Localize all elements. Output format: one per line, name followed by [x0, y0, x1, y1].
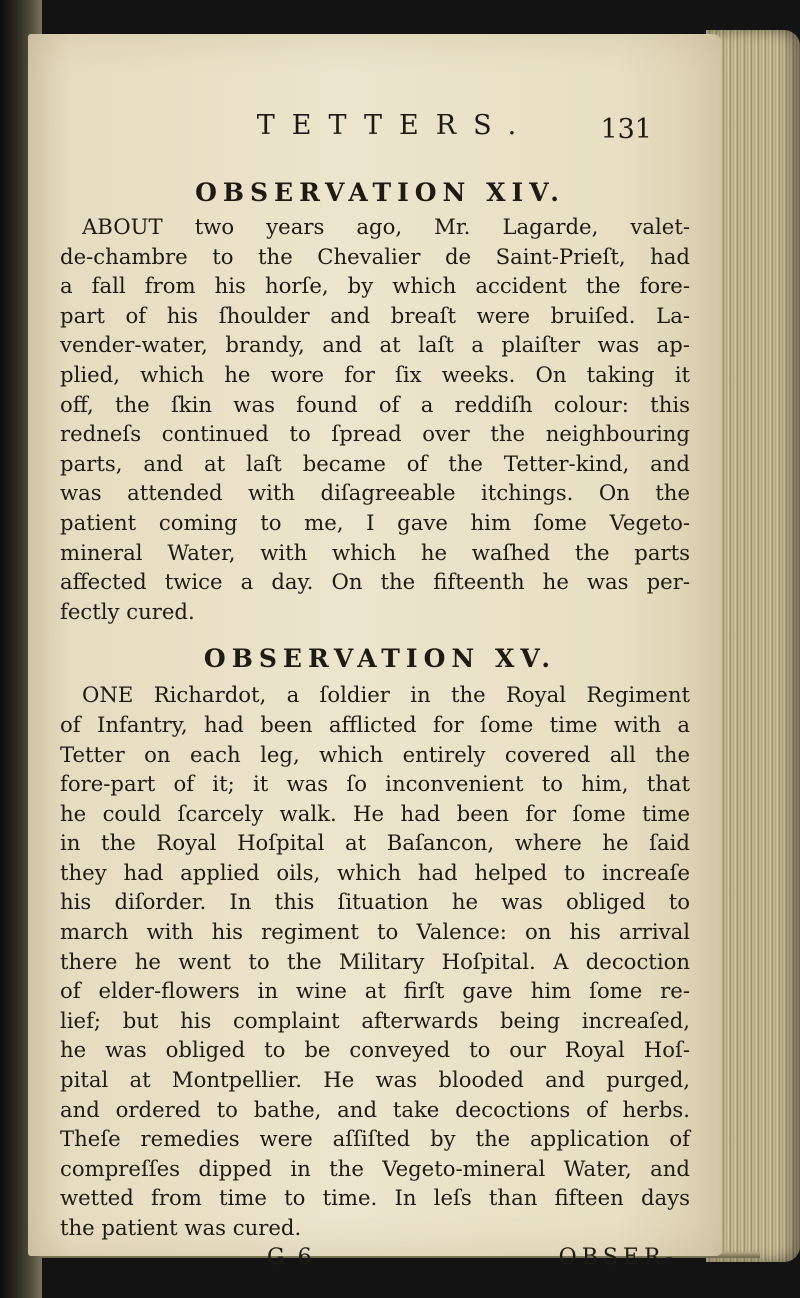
text-line: lief; but his complaint afterwards being increaſed, [60, 1007, 690, 1033]
text-line: part of his ſhoulder and breaſt were bruiſed. La- [60, 302, 690, 328]
text-line: wetted from time to time. In leſs than fifteen days [60, 1185, 690, 1211]
text-line: Tetter on each leg, which entirely covered all the [60, 741, 690, 767]
text-line: plied, which he wore for ſix weeks. On taking it [60, 361, 690, 387]
text-line: of Infantry, had been afflicted for ſome time with a [60, 711, 690, 737]
text-line: mineral Water, with which he waſhed the parts [60, 539, 690, 565]
text-line: ABOUT two years ago, Mr. Lagarde, valet- [82, 214, 690, 239]
text-line: off, the ſkin was found of a reddiſh colour: this [60, 391, 690, 417]
text-line: and ordered to bathe, and take decoctions of herbs. [60, 1096, 690, 1122]
text-line: patient coming to me, I gave him ſome Vegeto- [60, 509, 690, 535]
running-head-title: TETTERS. [256, 110, 534, 141]
text-line: Theſe remedies were aſſiſted by the application of [60, 1126, 690, 1152]
text-line: affected twice a day. On the fifteenth he was per- [60, 569, 690, 595]
catchword: OBSER- [558, 1244, 678, 1270]
text-line: was attended with diſagreeable itchings. On the [60, 480, 690, 506]
observation-15-heading: OBSERVATION XV. [203, 644, 557, 674]
page-footer [60, 1245, 690, 1277]
text-line: there he went to the Military Hoſpital. A decoction [60, 948, 690, 974]
text-line: march with his regiment to Valence: on his arrival [60, 919, 690, 945]
page-number: 131 [600, 114, 652, 145]
text-line: he could ſcarcely walk. He had been for ſome time [60, 800, 690, 826]
text-line: vender-water, brandy, and at laſt a plaiſter was ap- [60, 332, 690, 358]
text-line: de-chambre to the Chevalier de Saint-Prieſt, had [60, 243, 690, 269]
text-line: the patient was cured. [60, 1215, 302, 1240]
observation-15-body [60, 680, 690, 1242]
text-line: in the Royal Hoſpital at Baſancon, where he ſaid [60, 830, 690, 856]
text-line: his diſorder. In this ſituation he was obliged to [60, 889, 690, 915]
observation-14-heading: OBSERVATION XIV. [195, 178, 565, 207]
text-line: ONE Richardot, a ſoldier in the Royal Regiment [82, 682, 690, 708]
observation-14-body [60, 212, 690, 626]
text-line: of elder-flowers in wine at firſt gave him ſome re- [60, 978, 690, 1004]
text-line: redneſs continued to ſpread over the neighbouring [60, 421, 690, 447]
text-line: fectly cured. [60, 598, 195, 624]
text-line: he was obliged to be conveyed to our Royal Hoſ- [60, 1037, 690, 1063]
text-line: a fall from his horſe, by which accident the fore- [60, 273, 690, 299]
text-line: fore-part of it; it was ſo inconvenient to him, that [60, 771, 690, 797]
signature-mark: G 6 [267, 1244, 315, 1270]
text-line: they had applied oils, which had helped to increaſe [60, 859, 690, 885]
text-line: compreſſes dipped in the Vegeto-mineral Water, and [60, 1155, 690, 1181]
text-line: pital at Montpellier. He was blooded and purged, [60, 1067, 690, 1093]
page-text [60, 110, 690, 1277]
text-line: parts, and at laſt became of the Tetter-kind, and [60, 450, 690, 476]
running-head [60, 110, 690, 150]
